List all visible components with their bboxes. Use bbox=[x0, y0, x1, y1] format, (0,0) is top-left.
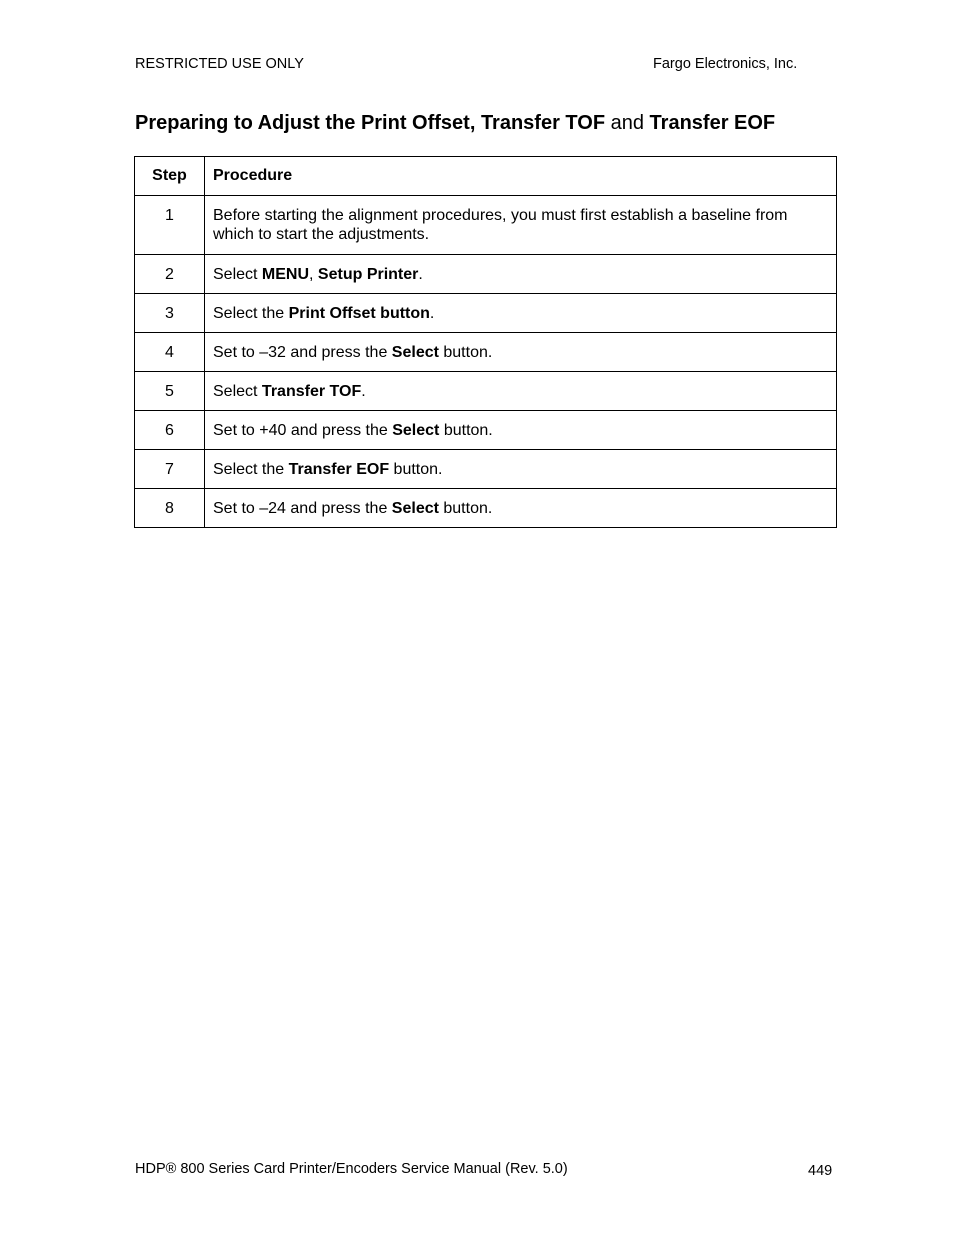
header-restricted-label: RESTRICTED USE ONLY bbox=[135, 56, 304, 72]
procedure-text bbox=[205, 489, 837, 528]
table-row bbox=[135, 255, 837, 294]
procedure-emphasis: Select bbox=[392, 422, 440, 439]
section-title-part3: Transfer EOF bbox=[649, 112, 776, 134]
procedure-table-body bbox=[135, 196, 837, 528]
procedure-table bbox=[134, 156, 837, 528]
procedure-emphasis: Setup Printer bbox=[317, 266, 419, 283]
procedure-text bbox=[205, 372, 837, 411]
table-header-row bbox=[135, 157, 837, 196]
procedure-text bbox=[205, 333, 837, 372]
header-company-name: Fargo Electronics, Inc. bbox=[653, 56, 798, 72]
step-number: 4 bbox=[135, 333, 205, 372]
procedure-segment: Select the bbox=[213, 461, 289, 478]
table-row bbox=[135, 333, 837, 372]
table-row bbox=[135, 196, 837, 255]
step-number: 1 bbox=[135, 196, 205, 255]
procedure-segment: Before starting the alignment procedures, you must first establish a baseline from which to start the adjustments. bbox=[213, 207, 788, 243]
procedure-text bbox=[205, 255, 837, 294]
footer-page-number: 449 bbox=[808, 1163, 833, 1179]
procedure-text bbox=[205, 196, 837, 255]
procedure-segment: Select bbox=[213, 383, 262, 400]
footer-manual-title: HDP® 800 Series Card Printer/Encoders Service Manual (Rev. 5.0) bbox=[135, 1161, 568, 1177]
step-number: 7 bbox=[135, 450, 205, 489]
procedure-text bbox=[205, 294, 837, 333]
procedure-text bbox=[205, 411, 837, 450]
procedure-segment: Select the bbox=[213, 305, 289, 322]
section-title bbox=[135, 112, 775, 135]
procedure-segment: . bbox=[429, 305, 435, 322]
procedure-segment: button. bbox=[439, 422, 493, 439]
table-row bbox=[135, 489, 837, 528]
table-row bbox=[135, 294, 837, 333]
procedure-segment: . bbox=[361, 383, 366, 400]
table-row bbox=[135, 450, 837, 489]
table-row bbox=[135, 372, 837, 411]
step-number: 6 bbox=[135, 411, 205, 450]
procedure-emphasis: MENU bbox=[261, 266, 310, 283]
procedure-segment: Select bbox=[213, 266, 262, 283]
section-title-part1: Preparing to Adjust the Print Offset, Transfer TOF bbox=[135, 112, 606, 134]
procedure-emphasis: Select bbox=[391, 500, 439, 517]
procedure-emphasis: Print Offset button bbox=[288, 305, 430, 322]
column-header-step: Step bbox=[135, 157, 205, 196]
procedure-segment: Set to –32 and press the bbox=[213, 344, 392, 361]
procedure-segment: button. bbox=[438, 500, 493, 517]
procedure-text bbox=[205, 450, 837, 489]
step-number: 8 bbox=[135, 489, 205, 528]
procedure-segment: Set to –24 and press the bbox=[213, 500, 392, 517]
section-title-conjunction: and bbox=[605, 112, 650, 134]
procedure-segment: Set to +40 and press the bbox=[213, 422, 393, 439]
step-number: 2 bbox=[135, 255, 205, 294]
procedure-emphasis: Transfer EOF bbox=[288, 461, 390, 478]
table-row bbox=[135, 411, 837, 450]
step-number: 5 bbox=[135, 372, 205, 411]
procedure-segment: . bbox=[418, 266, 423, 283]
procedure-emphasis: Transfer TOF bbox=[261, 383, 362, 400]
column-header-procedure: Procedure bbox=[205, 157, 837, 196]
procedure-segment: button. bbox=[438, 344, 493, 361]
procedure-segment: button. bbox=[389, 461, 443, 478]
procedure-segment: , bbox=[309, 266, 318, 283]
step-number: 3 bbox=[135, 294, 205, 333]
procedure-emphasis: Select bbox=[391, 344, 439, 361]
